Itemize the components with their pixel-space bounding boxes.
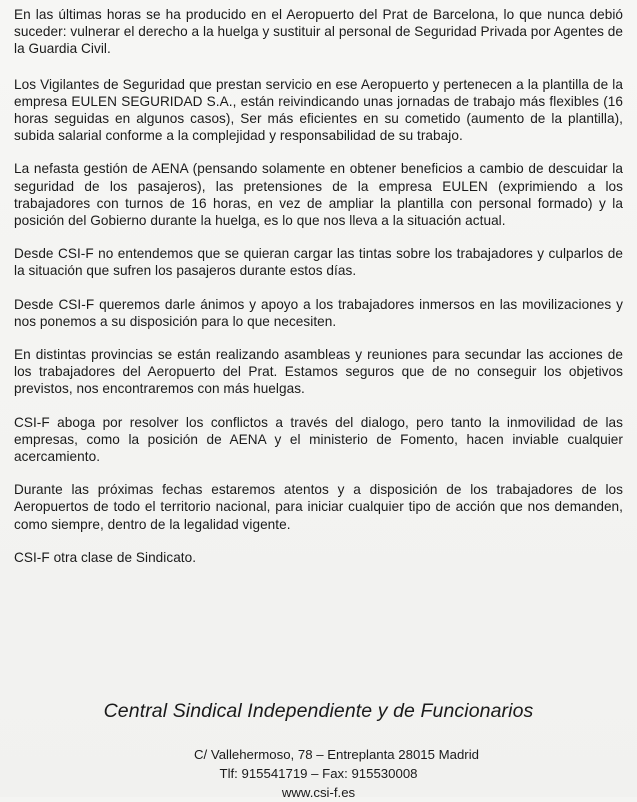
- paragraph-8: Durante las próximas fechas estaremos atentos y a disposición de los trabajadores de los Aeropuertos de todo el territorio nacional, para iniciar cualquier tipo de acción que nos demanden, como siempre, dentro de la legalidad vigente.: [14, 482, 623, 532]
- paragraph-5: Desde CSI-F queremos darle ánimos y apoyo a los trabajadores inmersos en las movilizaciones y nos ponemos a su disposición para lo que necesiten.: [14, 296, 623, 329]
- paragraph-7: CSI-F aboga por resolver los conflictos a través del dialogo, pero tanto la inmovilidad de las empresas, como la posición de AENA y el ministerio de Fomento, hacen inviable cualquier acercamiento.: [14, 414, 623, 465]
- phone-fax-line: Tlf: 915541719 – Fax: 915530008: [219, 766, 418, 781]
- paragraph-2: Los Vigilantes de Seguridad que prestan servicio en ese Aeropuerto y pertenecen a la plantilla de la empresa EULEN SEGURIDAD S.A., están reivindicando unas jornadas de trabajo más flexibles (16 horas seguidas en algunos casos), Ser más eficientes en su cometido (aumento de la plantilla), subida salarial conforme a la complejidad y responsabilidad de su trabajo.: [14, 76, 623, 144]
- website-link[interactable]: www.csi-f.es: [281, 785, 356, 800]
- organization-name: Central Sindical Independiente y de Funcionarios: [103, 700, 534, 722]
- address-line: C/ Vallehermoso, 78 – Entreplanta 28015 Madrid: [194, 747, 479, 762]
- paragraph-6: En distintas provincias se están realizando asambleas y reuniones para secundar las acciones de los trabajadores del Aeropuerto del Prat. Estamos seguros que de no conseguir los objetivos previstos, nos encontraremos con más huelgas.: [14, 347, 623, 397]
- document-footer: [0, 700, 637, 802]
- paragraph-9: CSI-F otra clase de Sindicato.: [14, 549, 197, 565]
- paragraph-3: La nefasta gestión de AENA (pensando solamente en obtener beneficios a cambio de descuidar la seguridad de los pasajeros), las pretensiones de la empresa EULEN (exprimiendo a los trabajadores con turnos de 16 horas, en vez de ampliar la plantilla con personal formado) y la posición del Gobierno durante la huelga, es lo que nos lleva a la situación actual.: [14, 161, 623, 229]
- paragraph-1: En las últimas horas se ha producido en el Aeropuerto del Prat de Barcelona, lo que nunca debió suceder: vulnerar el derecho a la huelga y sustituir al personal de Seguridad Privada por Agentes de la Guardia Civil.: [14, 7, 623, 57]
- document-body: [14, 6, 623, 566]
- paragraph-4: Desde CSI-F no entendemos que se quieran cargar las tintas sobre los trabajadores y culparlos de la situación que sufren los pasajeros durante estos días.: [14, 246, 623, 279]
